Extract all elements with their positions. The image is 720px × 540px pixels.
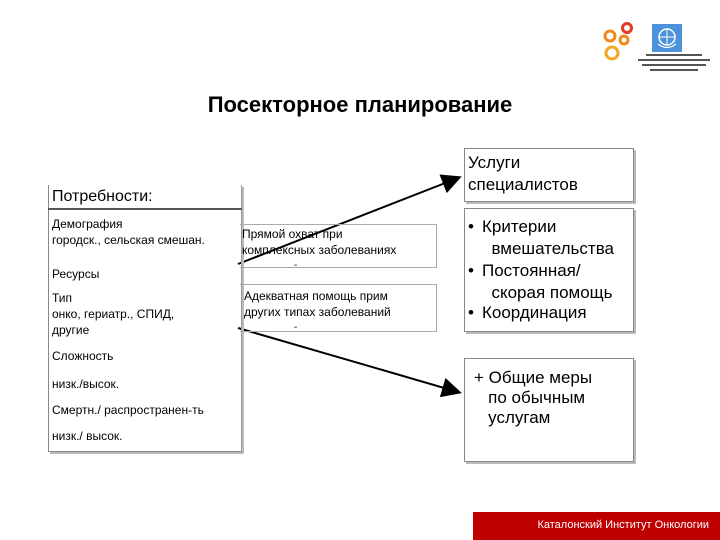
criteria-bullet: •: [468, 261, 474, 280]
complexity-values: низк./высок.: [52, 377, 120, 391]
needs-header: Потребности:: [52, 188, 153, 205]
slide-title: Посекторное планирование: [207, 92, 513, 117]
direct-coverage-text: Прямой охват при комплексных заболеваниях: [242, 227, 397, 257]
criteria-bullet: •: [468, 303, 474, 322]
criteria-item-care: Постоянная/ скорая помощь: [482, 261, 613, 302]
footer-institute-name: Каталонский Институт Онкологии: [537, 519, 709, 531]
specialist-services-title: Услуги специалистов: [468, 153, 578, 194]
mortality-values: низк./ высок.: [52, 429, 123, 443]
criteria-item-coordination: Координация: [482, 303, 587, 322]
arrow-to-general: [238, 328, 458, 392]
criteria-bullet: •: [468, 217, 474, 236]
general-measures-text: + Общие меры по обычным услугам: [474, 368, 593, 427]
adequate-care-dash: -: [294, 322, 298, 333]
demography-values: городск., сельская смешан.: [52, 233, 205, 247]
adequate-care-text: Адекватная помощь прим других типах заболеваний: [244, 289, 391, 319]
demography-label: Демография: [52, 217, 123, 231]
resources-label: Ресурсы: [52, 267, 100, 281]
criteria-item-intervention: Критерии вмешательства: [482, 217, 614, 258]
direct-coverage-dash: -: [294, 260, 298, 271]
type-values: онко, гериатр., СПИД, другие: [52, 307, 175, 337]
mortality-label: Смертн./ распространен-ть: [52, 403, 204, 417]
complexity-label: Сложность: [52, 349, 114, 363]
needs-divider: [48, 208, 242, 210]
type-label: Тип: [52, 291, 73, 305]
